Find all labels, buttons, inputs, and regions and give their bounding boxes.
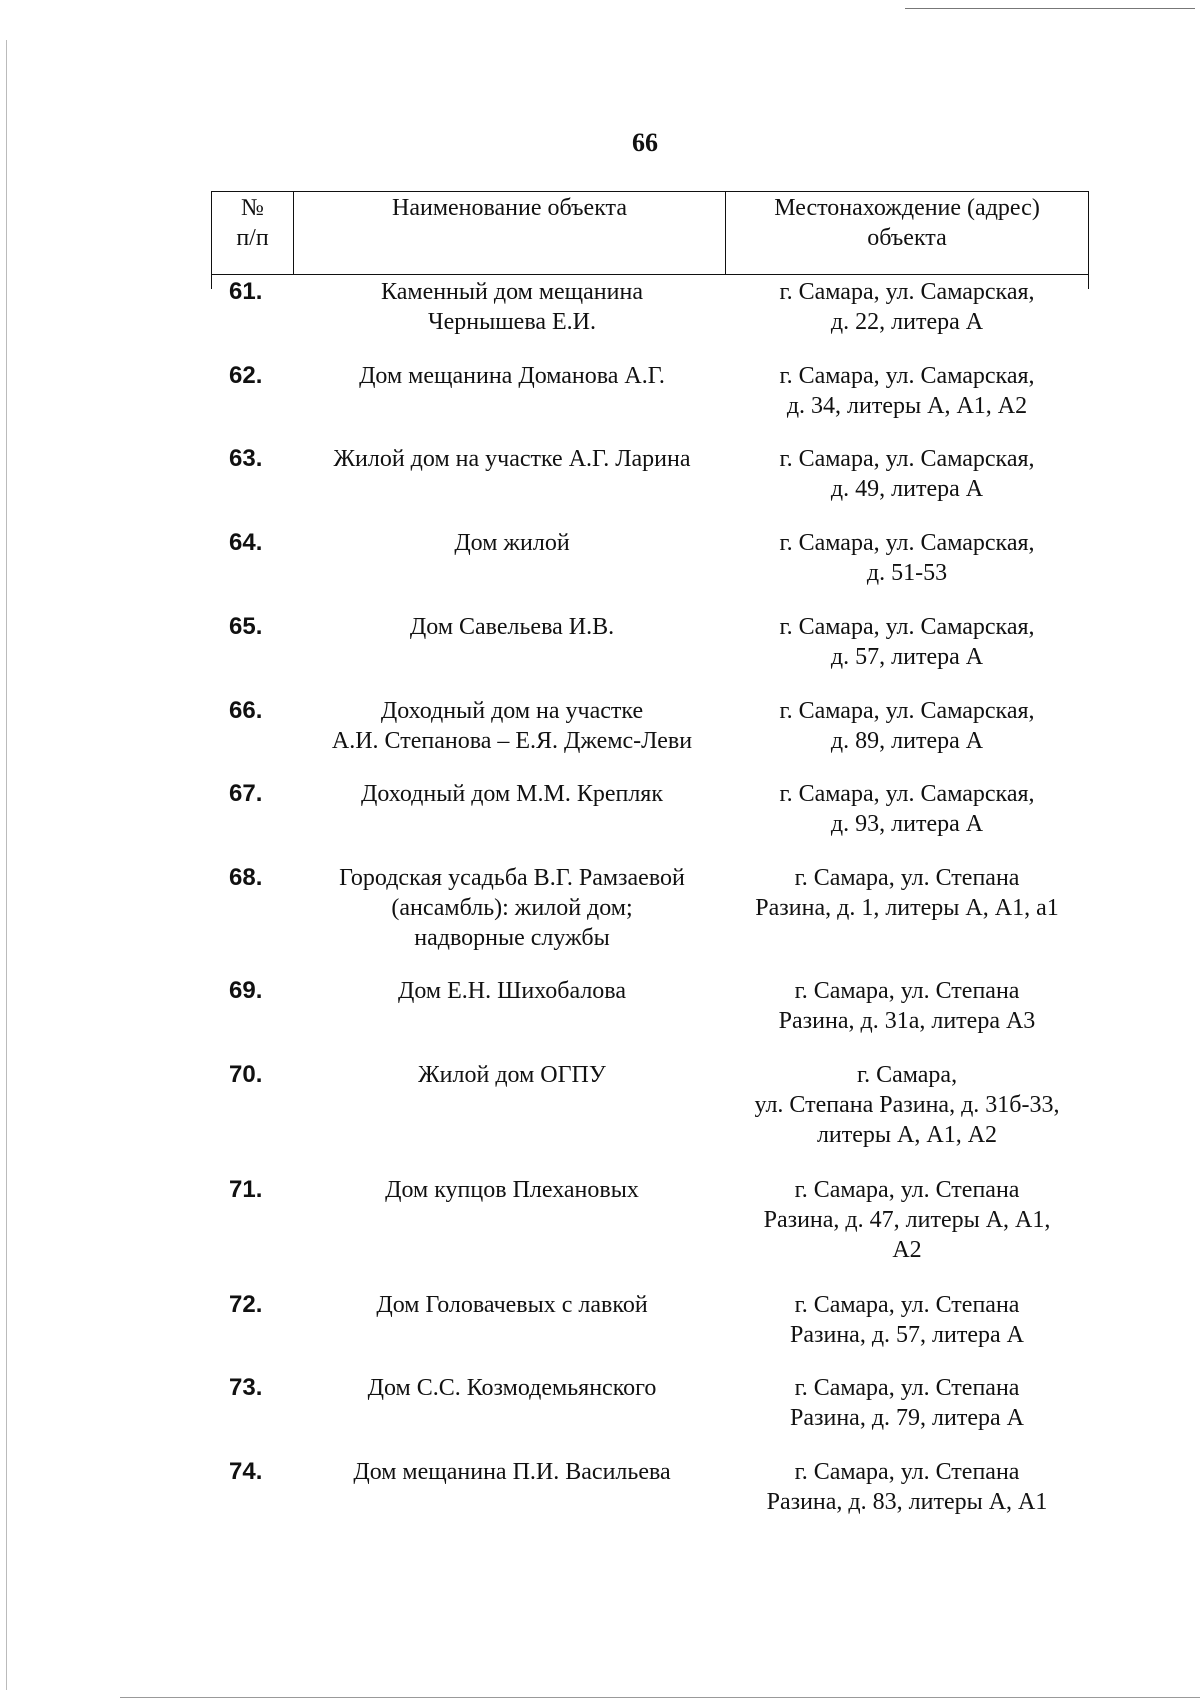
row-number: 67. xyxy=(229,780,263,807)
object-address-line: литеры А, А1, А2 xyxy=(816,1122,998,1148)
object-address-line: г. Самара, ул. Самарская, xyxy=(779,363,1035,389)
object-address xyxy=(725,612,1089,672)
object-name-line: Дом жилой xyxy=(454,530,570,556)
object-name-line: надворные службы xyxy=(414,925,610,951)
object-name xyxy=(299,361,725,391)
object-name-line: Доходный дом на участке xyxy=(380,698,644,724)
object-address-line: Разина, д. 79, литера А xyxy=(790,1405,1024,1431)
object-address-line: г. Самара, ул. Степана xyxy=(794,1292,1020,1318)
object-address-line: ул. Степана Разина, д. 31б-33, xyxy=(754,1092,1060,1118)
row-number: 69. xyxy=(229,977,263,1004)
object-name xyxy=(299,444,725,474)
row-number: 66. xyxy=(229,697,263,724)
object-address-line: А2 xyxy=(892,1237,922,1263)
object-address xyxy=(725,277,1089,337)
object-address-line: г. Самара, ул. Самарская, xyxy=(779,698,1035,724)
object-name-line: Дом Головачевых с лавкой xyxy=(376,1292,648,1318)
object-address xyxy=(725,976,1089,1036)
object-address xyxy=(725,1060,1089,1150)
header-address-line: объекта xyxy=(867,225,947,251)
row-number: 70. xyxy=(229,1061,263,1088)
row-number: 61. xyxy=(229,278,263,305)
object-name-line: Дом купцов Плехановых xyxy=(385,1177,639,1203)
object-address-line: Разина, д. 1, литеры А, А1, а1 xyxy=(755,895,1059,921)
row-number: 65. xyxy=(229,613,263,640)
object-address xyxy=(725,1175,1089,1265)
row-number: 68. xyxy=(229,864,263,891)
row-number: 72. xyxy=(229,1291,263,1318)
header-address-line: Местонахождение (адрес) xyxy=(774,195,1040,221)
object-name xyxy=(299,1175,725,1205)
object-address-line: д. 93, литера А xyxy=(830,811,984,837)
object-name xyxy=(299,779,725,809)
object-name xyxy=(299,863,725,953)
object-address xyxy=(725,444,1089,504)
object-name xyxy=(299,1060,725,1090)
object-name xyxy=(299,1373,725,1403)
object-name xyxy=(299,1457,725,1487)
object-name-line: Дом мещанина П.И. Васильева xyxy=(353,1459,671,1485)
object-address-line: г. Самара, ул. Степана xyxy=(794,1459,1020,1485)
row-number: 73. xyxy=(229,1374,263,1401)
object-address-line: г. Самара, ул. Степана xyxy=(794,865,1020,891)
object-address-line: д. 57, литера А xyxy=(830,644,984,670)
object-address-line: Разина, д. 83, литеры А, А1 xyxy=(766,1489,1048,1515)
object-address-line: г. Самара, xyxy=(856,1062,958,1088)
object-address xyxy=(725,696,1089,756)
object-name xyxy=(299,277,725,337)
object-address-line: г. Самара, ул. Самарская, xyxy=(779,279,1035,305)
object-address-line: г. Самара, ул. Самарская, xyxy=(779,781,1035,807)
object-address-line: г. Самара, ул. Степана xyxy=(794,1375,1020,1401)
object-address xyxy=(725,361,1089,421)
scan-edge-top xyxy=(905,8,1195,9)
object-address xyxy=(725,863,1089,923)
row-number: 62. xyxy=(229,362,263,389)
object-address-line: д. 34, литеры А, А1, А2 xyxy=(786,393,1028,419)
object-address-line: д. 49, литера А xyxy=(830,476,984,502)
row-number: 74. xyxy=(229,1458,263,1485)
object-name-line: (ансамбль): жилой дом; xyxy=(391,895,633,921)
object-name xyxy=(299,976,725,1006)
object-address-line: д. 89, литера А xyxy=(830,728,984,754)
object-name-line: А.И. Степанова – Е.Я. Джемс-Леви xyxy=(331,728,693,754)
object-address-line: г. Самара, ул. Степана xyxy=(794,978,1020,1004)
row-number: 63. xyxy=(229,445,263,472)
object-address-line: д. 22, литера А xyxy=(830,309,984,335)
header-name xyxy=(294,192,726,274)
header-num xyxy=(212,192,294,274)
table-header xyxy=(211,191,1089,275)
object-name-line: Доходный дом М.М. Крепляк xyxy=(361,781,663,807)
object-name xyxy=(299,696,725,756)
object-name-line: Дом С.С. Козмодемьянского xyxy=(367,1375,657,1401)
object-address-line: д. 51-53 xyxy=(866,560,948,586)
row-number: 71. xyxy=(229,1176,263,1203)
object-address-line: г. Самара, ул. Самарская, xyxy=(779,530,1035,556)
object-name-line: Городская усадьба В.Г. Рамзаевой xyxy=(339,865,685,891)
object-address-line: Разина, д. 31а, литера А3 xyxy=(778,1008,1036,1034)
object-address-line: Разина, д. 47, литеры А, А1, xyxy=(763,1207,1051,1233)
object-address-line: Разина, д. 57, литера А xyxy=(790,1322,1024,1348)
object-name-line: Чернышева Е.И. xyxy=(427,309,596,335)
object-address-line: г. Самара, ул. Самарская, xyxy=(779,446,1035,472)
header-name-line: Наименование объекта xyxy=(392,195,627,221)
object-address-line: г. Самара, ул. Степана xyxy=(794,1177,1020,1203)
object-name-line: Каменный дом мещанина xyxy=(381,279,643,305)
object-name-line: Дом Е.Н. Шихобалова xyxy=(398,978,626,1004)
object-name xyxy=(299,528,725,558)
scan-edge-left xyxy=(6,40,7,1690)
object-address xyxy=(725,1373,1089,1433)
object-address xyxy=(725,528,1089,588)
header-address xyxy=(726,192,1088,274)
object-address-line: г. Самара, ул. Самарская, xyxy=(779,614,1035,640)
header-num-line: п/п xyxy=(236,225,269,251)
scan-edge-bottom xyxy=(120,1697,1200,1698)
object-name xyxy=(299,1290,725,1320)
object-name-line: Жилой дом на участке А.Г. Ларина xyxy=(333,446,691,472)
object-name-line: Дом Савельева И.В. xyxy=(409,614,615,640)
object-name-line: Жилой дом ОГПУ xyxy=(418,1062,606,1088)
object-address xyxy=(725,1457,1089,1517)
row-number: 64. xyxy=(229,529,263,556)
object-address xyxy=(725,779,1089,839)
object-name-line: Дом мещанина Доманова А.Г. xyxy=(359,363,665,389)
page-number: 66 xyxy=(632,128,658,157)
header-num-line: № xyxy=(241,195,264,221)
object-address xyxy=(725,1290,1089,1350)
object-name xyxy=(299,612,725,642)
